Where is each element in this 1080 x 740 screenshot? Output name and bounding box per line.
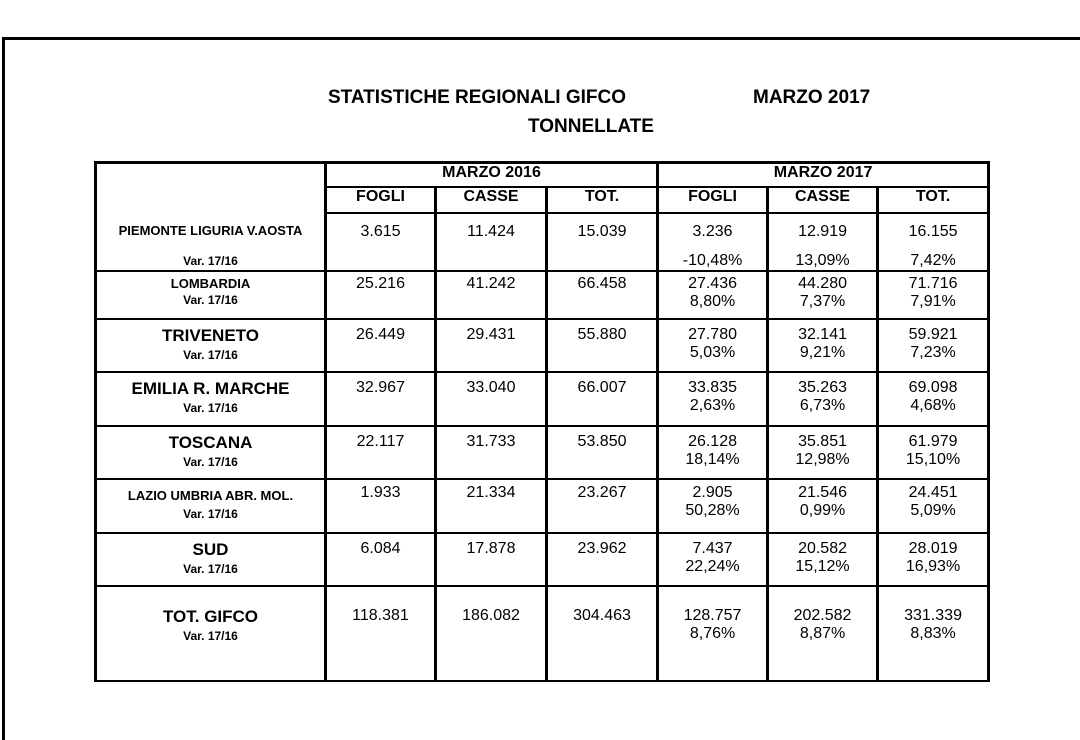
col-header-tot-2016: TOT. (547, 187, 658, 213)
variation-label: Var. 17/16 (183, 629, 238, 643)
region-cell (96, 586, 326, 681)
variation-value: 16,93% (905, 558, 961, 575)
value-2017: 59.921 (908, 326, 958, 343)
value-cell-2017 (768, 271, 878, 319)
value-cell-2017 (658, 319, 768, 372)
value-cell-2016 (326, 479, 436, 533)
value-2017: 128.757 (683, 607, 742, 624)
value-cell-2017 (658, 426, 768, 479)
value-2017: 28.019 (908, 540, 958, 557)
value-2017: 35.263 (798, 379, 847, 396)
value-2016: 25.216 (356, 275, 405, 292)
value-cell-2017 (658, 372, 768, 426)
value-2016: 1.933 (360, 484, 401, 501)
report-date: MARZO 2017 (753, 87, 871, 108)
corner-cell (96, 163, 326, 214)
variation-value: 22,24% (685, 558, 740, 575)
value-cell-2017 (658, 586, 768, 681)
variation-value: 9,21% (799, 344, 846, 361)
value-2016: 22.117 (356, 433, 405, 450)
table-row (96, 479, 989, 533)
col-header-fogli-2016: FOGLI (326, 187, 436, 213)
variation-value: 0,99% (799, 502, 846, 519)
value-cell-2017 (878, 479, 989, 533)
variation-value: 50,28% (685, 502, 740, 519)
table-row (96, 586, 989, 681)
value-cell-2016 (547, 213, 658, 271)
variation-label: Var. 17/16 (183, 293, 238, 307)
group-header-2016: MARZO 2016 (326, 163, 658, 188)
value-cell-2016 (436, 271, 547, 319)
region-name: SUD (192, 540, 229, 559)
value-cell-2017 (768, 213, 878, 271)
value-cell-2016 (547, 426, 658, 479)
variation-label: Var. 17/16 (183, 562, 238, 576)
value-2016: 33.040 (466, 379, 516, 396)
region-cell (96, 271, 326, 319)
value-2016: 304.463 (573, 607, 631, 624)
region-name: PIEMONTE LIGURIA V.AOSTA (118, 223, 303, 238)
variation-value: 7,91% (910, 293, 956, 310)
value-2016: 17.878 (466, 540, 516, 557)
report-title-text: STATISTICHE REGIONALI GIFCO (328, 87, 627, 108)
value-2016: 66.458 (577, 275, 627, 292)
region-name: EMILIA R. MARCHE (131, 379, 290, 398)
value-cell-2017 (658, 479, 768, 533)
value-cell-2017 (768, 586, 878, 681)
variation-label: Var. 17/16 (183, 455, 238, 469)
value-2016: 6.084 (360, 540, 401, 557)
value-2017: 27.780 (688, 326, 737, 343)
region-cell (96, 426, 326, 479)
value-cell-2016 (547, 533, 658, 586)
variation-label: Var. 17/16 (183, 507, 238, 521)
variation-value: 4,68% (910, 397, 956, 414)
table-row (96, 533, 989, 586)
variation-value: 12,98% (795, 451, 850, 468)
value-2016: 118.381 (352, 607, 409, 624)
variation-value: 7,42% (910, 252, 956, 269)
region-name: TOT. GIFCO (162, 607, 259, 626)
value-2017: 33.835 (688, 379, 737, 396)
value-2016: 32.967 (356, 379, 405, 396)
value-cell-2016 (547, 586, 658, 681)
value-cell-2017 (878, 213, 989, 271)
report-title (328, 87, 871, 109)
variation-value: 2,63% (689, 397, 736, 414)
value-2017: 61.979 (908, 433, 958, 450)
region-name: LAZIO UMBRIA ABR. MOL. (127, 488, 294, 503)
group-header-row (96, 163, 989, 188)
value-cell-2016 (326, 319, 436, 372)
value-2017: 3.236 (692, 223, 733, 240)
value-2016: 53.850 (577, 433, 627, 450)
value-cell-2016 (326, 586, 436, 681)
value-cell-2016 (326, 426, 436, 479)
value-2017: 2.905 (692, 484, 733, 501)
region-cell (96, 213, 326, 271)
value-2017: 12.919 (798, 223, 847, 240)
variation-value: 7,37% (799, 293, 846, 310)
value-cell-2017 (878, 586, 989, 681)
region-cell (96, 372, 326, 426)
value-2016: 26.449 (356, 326, 405, 343)
group-header-2017: MARZO 2017 (658, 163, 989, 188)
col-header-casse-2016: CASSE (436, 187, 547, 213)
value-2017: 21.546 (798, 484, 847, 501)
value-cell-2017 (878, 533, 989, 586)
value-cell-2016 (436, 372, 547, 426)
variation-label: Var. 17/16 (183, 254, 238, 268)
value-cell-2016 (326, 271, 436, 319)
table-row (96, 271, 989, 319)
variation-value: 8,87% (799, 625, 846, 642)
variation-value: 15,12% (795, 558, 850, 575)
value-cell-2016 (547, 372, 658, 426)
value-2017: 7.437 (692, 540, 733, 557)
variation-value: 13,09% (795, 252, 850, 269)
variation-value: 8,83% (910, 625, 956, 642)
variation-label: Var. 17/16 (183, 348, 238, 362)
value-2016: 55.880 (577, 326, 627, 343)
value-cell-2017 (878, 426, 989, 479)
value-cell-2017 (658, 213, 768, 271)
variation-value: 7,23% (910, 344, 956, 361)
value-2016: 41.242 (466, 275, 516, 292)
variation-value: 5,03% (689, 344, 736, 361)
value-2017: 35.851 (798, 433, 847, 450)
value-cell-2016 (547, 271, 658, 319)
value-cell-2017 (658, 533, 768, 586)
value-2016: 23.267 (577, 484, 627, 501)
value-cell-2017 (878, 271, 989, 319)
value-cell-2017 (768, 372, 878, 426)
value-cell-2017 (768, 426, 878, 479)
value-cell-2017 (768, 533, 878, 586)
value-2017: 331.339 (904, 607, 962, 624)
value-2017: 20.582 (798, 540, 847, 557)
value-cell-2016 (436, 213, 547, 271)
value-2017: 69.098 (908, 379, 958, 396)
col-header-casse-2017: CASSE (768, 187, 878, 213)
value-cell-2016 (547, 479, 658, 533)
value-2016: 21.334 (466, 484, 516, 501)
value-2017: 71.716 (908, 275, 958, 292)
value-2017: 24.451 (908, 484, 958, 501)
value-cell-2016 (326, 213, 436, 271)
value-2017: 202.582 (793, 607, 852, 624)
value-2016: 23.962 (577, 540, 627, 557)
value-cell-2017 (658, 271, 768, 319)
value-2016: 3.615 (360, 223, 401, 240)
col-header-tot-2017: TOT. (878, 187, 989, 213)
value-2016: 11.424 (467, 223, 515, 240)
table-row (96, 213, 989, 271)
value-2016: 66.007 (577, 379, 627, 396)
region-cell (96, 479, 326, 533)
value-2017: 27.436 (688, 275, 737, 292)
region-name: TOSCANA (168, 433, 253, 452)
value-2016: 31.733 (466, 433, 516, 450)
value-2017: 44.280 (798, 275, 847, 292)
variation-value: 15,10% (905, 451, 961, 468)
value-2017: 16.155 (908, 223, 958, 240)
variation-value: 5,09% (910, 502, 956, 519)
value-cell-2016 (436, 533, 547, 586)
table-row (96, 372, 989, 426)
region-cell (96, 319, 326, 372)
variation-value: 8,76% (689, 625, 736, 642)
value-cell-2016 (436, 586, 547, 681)
variation-value: 6,73% (799, 397, 846, 414)
region-cell (96, 533, 326, 586)
value-cell-2016 (436, 426, 547, 479)
col-header-fogli-2017: FOGLI (658, 187, 768, 213)
table-row (96, 319, 989, 372)
value-cell-2017 (768, 319, 878, 372)
value-2016: 15.039 (577, 223, 627, 240)
report-subtitle: TONNELLATE (528, 116, 654, 137)
value-cell-2016 (547, 319, 658, 372)
value-cell-2016 (436, 479, 547, 533)
variation-label: Var. 17/16 (183, 401, 238, 415)
region-name: TRIVENETO (162, 326, 259, 345)
variation-value: -10,48% (682, 252, 743, 269)
value-2017: 26.128 (688, 433, 737, 450)
value-2017: 32.141 (798, 326, 847, 343)
value-cell-2017 (768, 479, 878, 533)
region-name: LOMBARDIA (170, 276, 251, 291)
value-cell-2016 (326, 533, 436, 586)
variation-value: 8,80% (689, 293, 736, 310)
value-cell-2016 (436, 319, 547, 372)
value-2016: 29.431 (466, 326, 516, 343)
variation-value: 18,14% (685, 451, 740, 468)
value-cell-2017 (878, 319, 989, 372)
value-cell-2016 (326, 372, 436, 426)
statistics-table (94, 161, 990, 682)
value-cell-2017 (878, 372, 989, 426)
table-row (96, 426, 989, 479)
value-2016: 186.082 (462, 607, 520, 624)
